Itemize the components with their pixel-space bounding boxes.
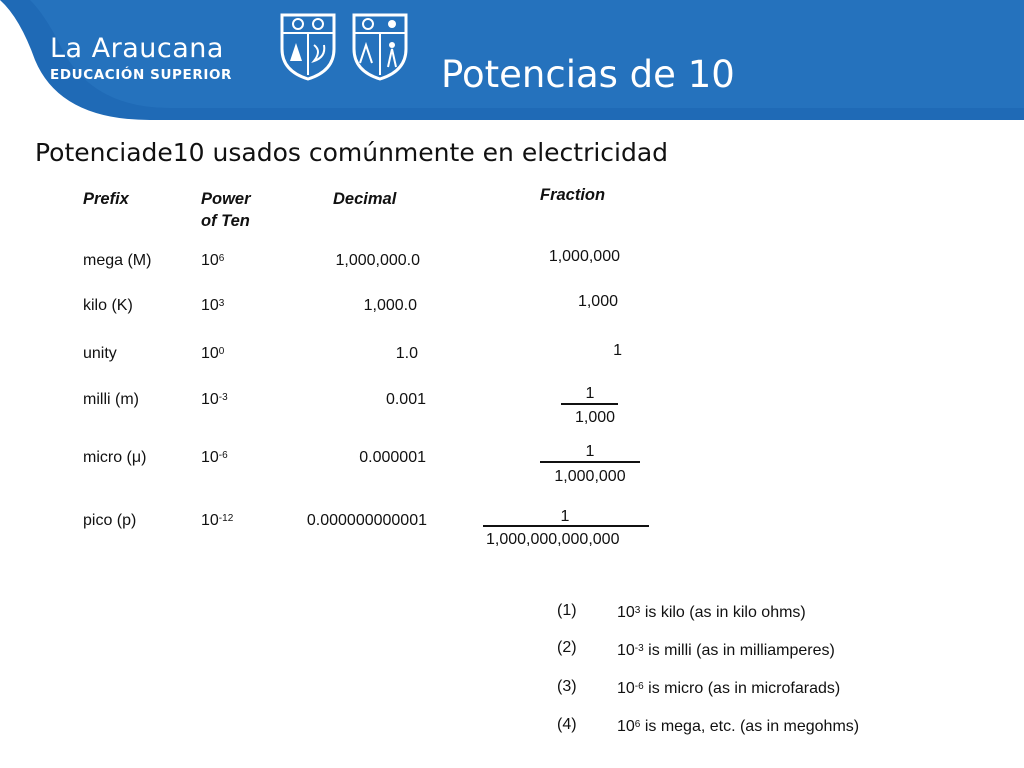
crest-icon (278, 11, 338, 81)
table-row-fraction: 1,000 (577, 293, 618, 310)
table-row-power: $10^{-3}$ (201, 391, 228, 408)
fraction-denominator: 1,000,000,000,000 (486, 531, 620, 548)
table-row-power: $10^{-12}$ (201, 512, 234, 529)
header-power-line2: of Ten (201, 212, 250, 230)
table-row-decimal: 1,000.0 (363, 297, 417, 314)
table-row-prefix: milli (m) (83, 391, 139, 408)
header-decimal: Decimal (333, 190, 397, 208)
note-number: (2) (557, 639, 577, 656)
table-row-prefix: kilo (K) (83, 297, 133, 314)
note-number: (4) (557, 716, 577, 733)
crest-icon (350, 11, 410, 81)
table-row-fraction: 1 (613, 342, 622, 359)
note-text: $10^6$ is mega, etc. (as in megohms) (617, 718, 860, 735)
table-row-power: $10^0$ (201, 345, 225, 362)
table-row-power: $10^{-6}$ (201, 449, 228, 466)
slide-title: Potencias de 10 (441, 53, 735, 96)
header-power-line1: Power (201, 190, 251, 208)
table-row-power: $10^6$ (201, 252, 225, 269)
table-row-power: $10^3$ (201, 297, 225, 314)
fraction-bar (561, 403, 618, 405)
fraction-denominator: 1,000,000 (554, 468, 626, 485)
table-row-prefix: mega (M) (83, 252, 152, 269)
table-row-prefix: micro (μ) (83, 449, 147, 466)
header-fraction: Fraction (540, 186, 606, 204)
note-text: $10^3$ is kilo (as in kilo ohms) (617, 604, 806, 621)
table-row-decimal: 1.0 (395, 345, 418, 362)
table-row-decimal: 0.001 (385, 391, 426, 408)
table-row-prefix: unity (83, 345, 117, 362)
fraction-numerator: 1 (585, 443, 595, 460)
table-row-fraction: 1,000,000 (548, 248, 620, 265)
table-row-prefix: pico (p) (83, 512, 137, 529)
fraction-bar (540, 461, 640, 463)
note-text: $10^{-6}$ is micro (as in microfarads) (617, 680, 841, 697)
slide-subtitle: Potenciade10 usados comúnmente en electricidad (35, 138, 669, 167)
header-prefix: Prefix (83, 190, 129, 208)
fraction-denominator: 1,000 (574, 409, 616, 426)
table-row-decimal: 1,000,000.0 (335, 252, 420, 269)
brand-logo (50, 34, 232, 84)
fraction-numerator: 1 (560, 508, 570, 525)
note-number: (3) (557, 678, 577, 695)
table-row-decimal: 0.000000000001 (306, 512, 427, 529)
table-row-decimal: 0.000001 (359, 449, 426, 466)
brand-name: La Araucana (50, 33, 224, 64)
note-number: (1) (557, 602, 577, 619)
note-text: $10^{-3}$ is milli (as in milliamperes) (617, 642, 835, 659)
fraction-numerator: 1 (585, 385, 595, 402)
fraction-bar (483, 525, 649, 527)
brand-subtitle: EDUCACIÓN SUPERIOR (50, 67, 233, 83)
